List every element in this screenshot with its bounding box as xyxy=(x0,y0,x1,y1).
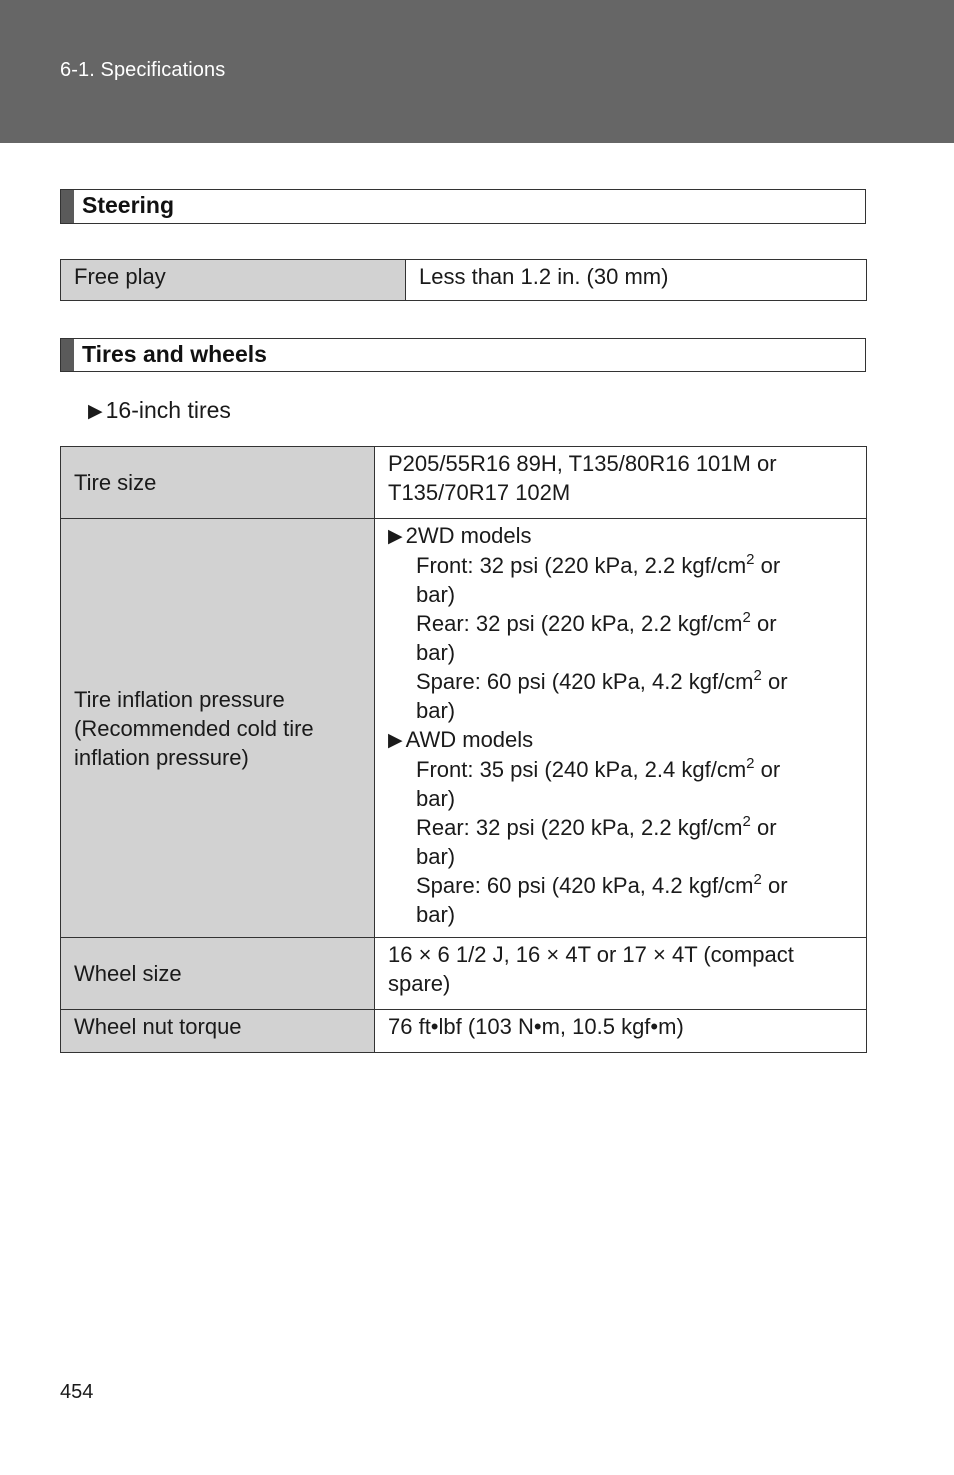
tires-spec-table xyxy=(60,446,867,1053)
pressure-line: Rear: 32 psi (220 kPa, 2.2 kgf/$cm^2$ or bar) xyxy=(416,813,777,869)
wheel-size-line: 16 × 6 1/2 J, 16 × 4T or 17 × 4T (compact xyxy=(388,942,794,967)
free-play-label: Free play xyxy=(74,264,166,289)
section-title: Steering xyxy=(82,192,175,218)
tire-size-line: P205/55R16 89H, T135/80R16 101M or xyxy=(388,451,777,476)
section-accent-bar xyxy=(61,190,74,223)
table-row xyxy=(61,519,867,938)
inflation-label xyxy=(61,685,374,772)
pressure-line: Spare: 60 psi (420 kPa, 4.2 kgf/$cm^2$ or bar) xyxy=(416,667,788,723)
pressure-line: Spare: 60 psi (420 kPa, 4.2 kgf/$cm^2$ or bar) xyxy=(416,871,788,927)
inflation-values xyxy=(375,519,866,929)
spec-value-cell xyxy=(375,447,867,519)
triangle-bullet-icon: ▶ xyxy=(388,730,403,751)
inflation-label-line: Tire inflation pressure xyxy=(74,686,285,712)
pressure-line: Rear: 32 psi (220 kPa, 2.2 kgf/$cm^2$ or bar) xyxy=(416,609,777,665)
table-row xyxy=(61,447,867,519)
wheel-size-label: Wheel size xyxy=(74,961,182,986)
spec-label-cell xyxy=(61,519,375,938)
section-title: Tires and wheels xyxy=(82,341,267,367)
wheel-size-value xyxy=(375,938,866,998)
spec-label-cell xyxy=(61,260,406,301)
wheel-nut-torque-value: 76 ft•lbf (103 N•m, 10.5 kgf•m) xyxy=(388,1014,684,1039)
spec-label-cell xyxy=(61,447,375,519)
section-heading-steering xyxy=(60,189,866,224)
spec-value-cell xyxy=(375,519,867,938)
page-header-band xyxy=(0,0,954,143)
inflation-label-line: inflation pressure) xyxy=(74,744,249,770)
section-heading-tires-and-wheels xyxy=(60,338,866,372)
breadcrumb: 6-1. Specifications xyxy=(60,59,226,81)
triangle-bullet-icon: ▶ xyxy=(88,401,103,422)
page-number: 454 xyxy=(60,1381,94,1403)
spec-label-cell xyxy=(61,938,375,1010)
tire-size-line: T135/70R17 102M xyxy=(388,480,571,505)
tire-size-label: Tire size xyxy=(74,470,157,495)
model-group-heading: ▶ 2WD models xyxy=(388,521,853,551)
free-play-value: Less than 1.2 in. (30 mm) xyxy=(419,264,669,289)
spec-label-cell xyxy=(61,1010,375,1053)
spec-value-cell xyxy=(375,1010,867,1053)
table-row xyxy=(61,260,867,301)
pressure-line: Front: 35 psi (240 kPa, 2.4 kgf/$cm^2$ or bar) xyxy=(416,755,781,811)
variant-bullet xyxy=(88,397,231,424)
inflation-label-line: (Recommended cold tire xyxy=(74,715,314,741)
pressure-line: Front: 32 psi (220 kPa, 2.2 kgf/$cm^2$ or bar) xyxy=(416,551,781,607)
wheel-size-line: spare) xyxy=(388,971,451,996)
spec-value-cell xyxy=(406,260,867,301)
tire-size-value xyxy=(375,447,866,507)
wheel-nut-torque-label: Wheel nut torque xyxy=(74,1014,242,1039)
steering-spec-table xyxy=(60,259,867,301)
spec-value-cell xyxy=(375,938,867,1010)
table-row xyxy=(61,938,867,1010)
model-group-heading: ▶ AWD models xyxy=(388,725,853,755)
triangle-bullet-icon: ▶ xyxy=(388,526,403,547)
variant-label: 16-inch tires xyxy=(105,397,231,423)
section-accent-bar xyxy=(61,339,74,371)
table-row xyxy=(61,1010,867,1053)
